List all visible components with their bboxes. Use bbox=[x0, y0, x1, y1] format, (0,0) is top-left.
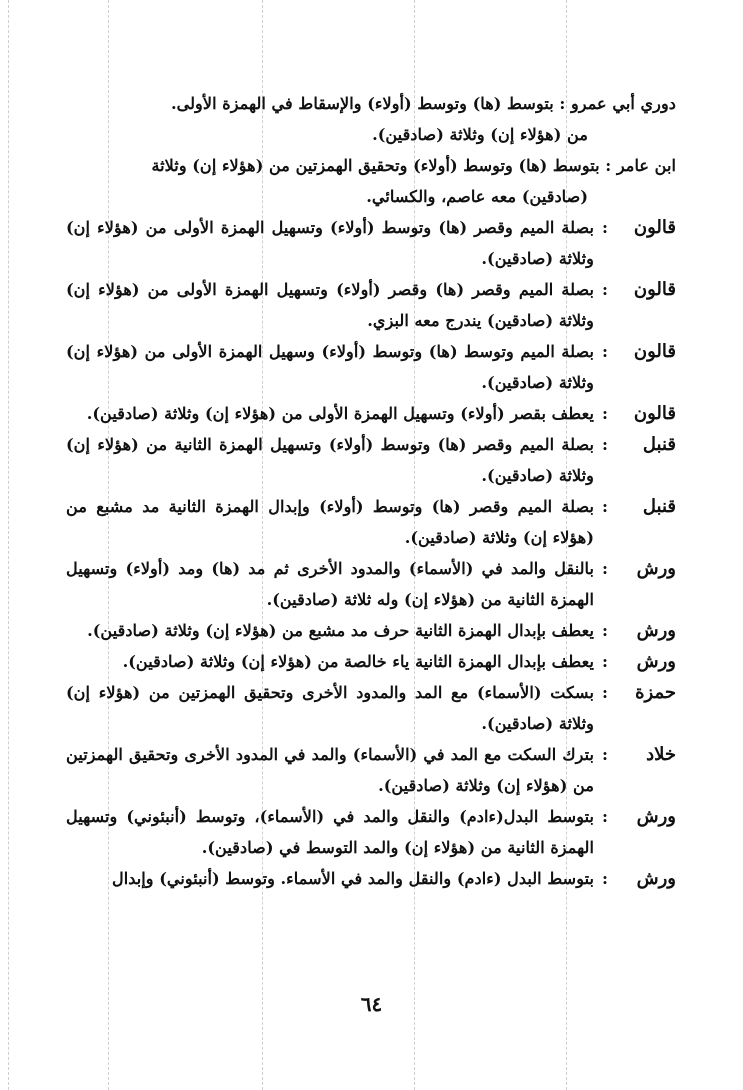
colon-separator: : bbox=[602, 621, 608, 640]
colon-separator: : bbox=[602, 869, 608, 888]
colon-separator: : bbox=[602, 435, 608, 454]
reading-entry bbox=[66, 863, 676, 894]
reader-name: ورش bbox=[636, 558, 676, 579]
margin-guide-left bbox=[8, 0, 9, 1090]
reading-text: يعطف بقصر (أولاء) وتسهيل الهمزة الأولى من (هؤلاء إن) وثلاثة (صادقين). bbox=[86, 404, 594, 423]
reading-text: بسكت (الأسماء) مع المد والمدود الأخرى وتحقيق الهمزتين من (هؤلاء إن) وثلاثة (صادقين). bbox=[66, 683, 594, 733]
intro-line: من (هؤلاء إن) وثلاثة (صادقين). bbox=[372, 125, 588, 144]
reader-name: قنبل bbox=[642, 434, 676, 455]
reading-text: بتوسط البدل(ءادم) والنقل والمد في (الأسماء)، وتوسط (أنبئوني) وتسهيل الهمزة الثانية من (هؤلاء إن) والمد التوسط في (صادقين). bbox=[66, 807, 594, 857]
reading-entry bbox=[66, 739, 676, 801]
intro-line: ابن عامر : بتوسط (ها) وتوسط (أولاء) وتحقيق الهمزتين من (هؤلاء إن) وثلاثة bbox=[151, 156, 676, 175]
reader-name: قالون bbox=[633, 341, 676, 362]
reading-text: بترك السكت مع المد في (الأسماء) والمد في المدود الأخرى وتحقيق الهمزتين من (هؤلاء إن) وثلاثة (صادقين). bbox=[66, 745, 594, 795]
reader-name: ورش bbox=[636, 620, 676, 641]
reader-name: ورش bbox=[636, 868, 676, 889]
colon-separator: : bbox=[602, 404, 608, 423]
reader-name: ورش bbox=[636, 806, 676, 827]
reading-text: بصلة الميم وتوسط (ها) وتوسط (أولاء) وسهيل الهمزة الأولى من (هؤلاء إن) وثلاثة (صادقين). bbox=[66, 342, 594, 392]
document-page bbox=[66, 88, 676, 894]
reading-text: بصلة الميم وقصر (ها) وتوسط (أولاء) وتسهيل الهمزة الثانية من (هؤلاء إن) وثلاثة (صادقين). bbox=[66, 435, 594, 485]
intro-line: (صادقين) معه عاصم، والكسائي. bbox=[366, 187, 588, 206]
reading-entry bbox=[66, 553, 676, 615]
reader-name: خلاد bbox=[646, 744, 676, 765]
reading-text: يعطف بإبدال الهمزة الثانية حرف مد مشبع من (هؤلاء إن) وثلاثة (صادقين). bbox=[87, 621, 594, 640]
reader-name: حمزة bbox=[635, 682, 676, 703]
reading-entry bbox=[66, 491, 676, 553]
intro-paragraph bbox=[66, 88, 676, 150]
reading-text: بصلة الميم وقصر (ها) وتوسط (أولاء) وتسهيل الهمزة الأولى من (هؤلاء إن) وثلاثة (صادقين). bbox=[66, 218, 594, 268]
reading-entry bbox=[66, 274, 676, 336]
reading-entry bbox=[66, 677, 676, 739]
reader-name: قالون bbox=[633, 403, 676, 424]
reading-entry bbox=[66, 336, 676, 398]
reading-text: يعطف بإبدال الهمزة الثانية ياء خالصة من (هؤلاء إن) وثلاثة (صادقين). bbox=[122, 652, 594, 671]
colon-separator: : bbox=[602, 652, 608, 671]
colon-separator: : bbox=[602, 342, 608, 361]
colon-separator: : bbox=[602, 559, 608, 578]
reader-name: ورش bbox=[636, 651, 676, 672]
colon-separator: : bbox=[602, 745, 608, 764]
reading-entry bbox=[66, 398, 676, 429]
colon-separator: : bbox=[602, 218, 608, 237]
reader-name: قنبل bbox=[642, 496, 676, 517]
reading-text: بتوسط البدل (ءادم) والنقل والمد في الأسماء. وتوسط (أنبئوني) وإبدال bbox=[111, 869, 594, 888]
intro-line: دوري أبي عمرو : بتوسط (ها) وتوسط (أولاء) والإسقاط في الهمزة الأولى. bbox=[171, 94, 676, 113]
colon-separator: : bbox=[602, 497, 608, 516]
page-number: ٦٤ bbox=[360, 992, 383, 1016]
colon-separator: : bbox=[602, 807, 608, 826]
reading-entry bbox=[66, 646, 676, 677]
reading-text: بصلة الميم وقصر (ها) وتوسط (أولاء) وإبدال الهمزة الثانية مد مشبع من (هؤلاء إن) وثلاثة (صادقين). bbox=[66, 497, 594, 547]
reading-entry bbox=[66, 801, 676, 863]
reading-text: بصلة الميم وقصر (ها) وقصر (أولاء) وتسهيل الهمزة الأولى من (هؤلاء إن) وثلاثة (صادقين) يندرج معه البزي. bbox=[66, 280, 594, 330]
reading-entry bbox=[66, 212, 676, 274]
colon-separator: : bbox=[602, 683, 608, 702]
reader-name: قالون bbox=[633, 217, 676, 238]
reader-name: قالون bbox=[633, 279, 676, 300]
reading-entry bbox=[66, 429, 676, 491]
intro-paragraph bbox=[66, 150, 676, 212]
reading-text: بالنقل والمد في (الأسماء) والمدود الأخرى ثم مد (ها) ومد (أولاء) وتسهيل الهمزة الثانية من (هؤلاء إن) وله ثلاثة (صادقين). bbox=[66, 559, 594, 609]
reading-entry bbox=[66, 615, 676, 646]
colon-separator: : bbox=[602, 280, 608, 299]
